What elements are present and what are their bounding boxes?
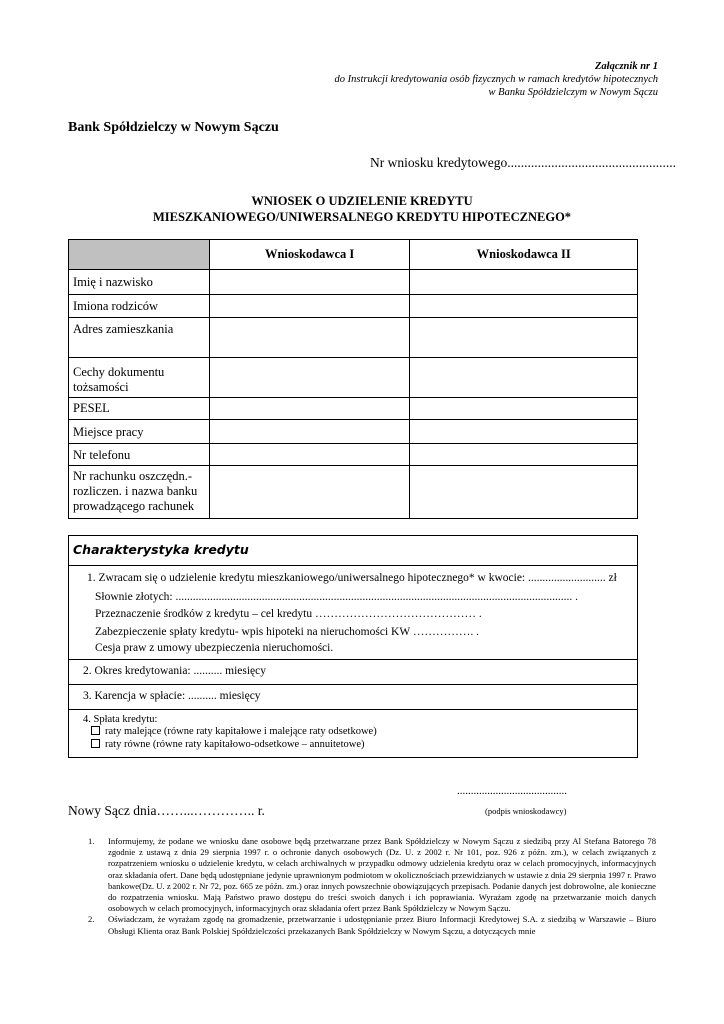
legal-note: [88, 836, 656, 914]
legal-note-text: Informujemy, że podane we wniosku dane osobowe będą przetwarzane przez Bank Spółdzielczy w Nowym Sączu z siedzibą przy Al Stefana Batorego 78 zgodnie z ustawą z dnia 29 sierpnia 1997 r. o ochronie danych osobowych (Dz. U. z 2002 r. Nr 101, poz. 926 z późn. zm.), w celach związanych z rozpatrzeniem wniosku o udzielenie kredytu, w celach archiwalnych w przypadku odmowy udzielenia kredytu oraz w celach promocyjnych, informacyjnych oraz składania ofert. Dane będą udostępniane jedynie uprawnionym podmiotom w okolicznościach przewidzianych w ustawie z dnia 29 sierpnia 1997 r. Prawo bankowe(Dz. U. z 2002 r. Nr 72, poz. 665 ze późn. zm.) oraz innych powszechnie obowiązujących przepisach. Podanie danych jest dobrowolne, ale konieczne do rozpatrzenia wniosku. Mają Państwo prawo dostępu do treści swoich danych i ich poprawiania. Wyrażam zgodę na przetwarzanie moich danych osobowych w celach promocyjnych, informacyjnych oraz składania ofert przez Bank Spółdzielczy w Nowym Sączu.: [108, 836, 656, 914]
checkbox-icon[interactable]: [91, 726, 100, 735]
table-corner-cell: [69, 240, 210, 270]
signature-line[interactable]: ........................................: [457, 785, 567, 797]
row-label-bank-account: [69, 466, 210, 519]
applicant-2-pesel-cell[interactable]: [410, 398, 638, 420]
repayment-option-equal[interactable]: [91, 739, 365, 750]
credit-characteristics-heading: [69, 536, 637, 566]
applicant-2-id-cell[interactable]: [410, 358, 638, 398]
credit-section-4: [69, 709, 637, 757]
insurance-assignment-text: Cesja praw z umowy ubezpieczenia nieruchomości.: [95, 642, 334, 654]
credit-characteristics-heading-text: Charakterystyka kredytu: [73, 542, 249, 557]
credit-section-3: [69, 684, 637, 710]
applicant-1-phone-cell[interactable]: [209, 444, 410, 466]
row-label-phone: Nr telefonu: [69, 444, 210, 466]
applicant-1-name-cell[interactable]: [209, 270, 410, 295]
applicant-1-id-cell[interactable]: [209, 358, 410, 398]
row-label-id-document: [69, 358, 210, 398]
applicant-1-workplace-cell[interactable]: [209, 420, 410, 444]
credit-section-2: [69, 659, 637, 685]
row-label-workplace: Miejsce pracy: [69, 420, 210, 444]
credit-amount-words-field[interactable]: Słownie złotych: .......................................................................................................................................... .: [95, 591, 578, 603]
row-label-bank-account-line-3: prowadzącego rachunek: [73, 499, 195, 513]
column-header-applicant-2: Wnioskodawca II: [410, 240, 638, 270]
applicant-1-parents-cell[interactable]: [209, 295, 410, 318]
annex-line-1: do Instrukcji kredytowania osób fizycznych w ramach kredytów hipotecznych: [334, 74, 658, 85]
repayment-option-equal-label: raty równe (równe raty kapitałowo-odsetkowe – annuitetowe): [105, 739, 365, 750]
annex-line-2: w Banku Spółdzielczym w Nowym Sączu: [488, 87, 658, 98]
row-label-address: Adres zamieszkania: [69, 318, 210, 358]
legal-note-text: Oświadczam, że wyrażam zgodę na gromadzenie, przetwarzanie i udostępnianie przez Biuro Informacji Kredytowej S.A. z siedzibą w Warszawie – Biuro Obsługi Klienta oraz Bank Polskiej Spółdzielczości przekazanych Bank Spółdzielczy w Nowym Sączu, a dotyczących mnie: [108, 914, 656, 936]
applicant-1-account-cell[interactable]: [209, 466, 410, 519]
row-label-pesel: PESEL: [69, 398, 210, 420]
legal-note-number: 2.: [88, 914, 95, 925]
annex-title: Załącznik nr 1: [594, 61, 658, 72]
bank-name: Bank Spółdzielczy w Nowym Sączu: [68, 120, 279, 135]
row-label-bank-account-line-1: Nr rachunku oszczędn.-: [73, 469, 193, 483]
grace-period-field[interactable]: 3. Karencja w spłacie: .......... miesięcy: [83, 690, 261, 702]
form-title-line-1: WNIOSEK O UDZIELENIE KREDYTU: [251, 194, 473, 208]
applicant-2-name-cell[interactable]: [410, 270, 638, 295]
repayment-title: 4. Spłata kredytu:: [83, 714, 158, 725]
row-label-id-document-line-1: Cechy dokumentu: [73, 365, 165, 379]
applicant-1-pesel-cell[interactable]: [209, 398, 410, 420]
form-title-line-2: MIESZKANIOWEGO/UNIWERSALNEGO KREDYTU HIPOTECZNEGO*: [152, 210, 572, 224]
row-label-parents: Imiona rodziców: [69, 295, 210, 318]
column-header-applicant-1: Wnioskodawca I: [209, 240, 410, 270]
credit-purpose-field[interactable]: Przeznaczenie środków z kredytu – cel kredytu …………………………………… .: [95, 608, 482, 620]
applicant-2-workplace-cell[interactable]: [410, 420, 638, 444]
credit-amount-field[interactable]: 1. Zwracam się o udzielenie kredytu mieszkaniowego/uniwersalnego hipotecznego* w kwocie: ........................... zł: [87, 572, 617, 584]
applicant-2-account-cell[interactable]: [410, 466, 638, 519]
signature-label: (podpis wnioskodawcy): [485, 806, 567, 816]
applicant-2-address-cell[interactable]: [410, 318, 638, 358]
place-date-field[interactable]: Nowy Sącz dnia……...………….. r.: [68, 803, 265, 818]
application-number-field[interactable]: Nr wniosku kredytowego..................................................: [370, 155, 676, 170]
legal-note: [88, 914, 656, 936]
row-label-bank-account-line-2: rozliczen. i nazwa banku: [73, 484, 198, 498]
repayment-option-decreasing-label: raty malejące (równe raty kapitałowe i malejące raty odsetkowe): [105, 726, 377, 737]
row-label-name: Imię i nazwisko: [69, 270, 210, 295]
row-label-id-document-line-2: tożsamości: [73, 380, 129, 394]
credit-characteristics-box: [68, 535, 638, 758]
credit-period-field[interactable]: 2. Okres kredytowania: .......... miesięcy: [83, 665, 266, 677]
legal-notes: [88, 836, 656, 937]
applicant-2-phone-cell[interactable]: [410, 444, 638, 466]
applicant-2-parents-cell[interactable]: [410, 295, 638, 318]
credit-collateral-field[interactable]: Zabezpieczenie spłaty kredytu- wpis hipoteki na nieruchomości KW ……………. .: [95, 626, 479, 638]
checkbox-icon[interactable]: [91, 739, 100, 748]
legal-note-number: 1.: [88, 836, 95, 846]
applicants-table: [68, 239, 638, 519]
applicant-1-address-cell[interactable]: [209, 318, 410, 358]
annex-header: [335, 60, 659, 99]
repayment-option-decreasing[interactable]: [91, 726, 377, 737]
form-title: [0, 193, 724, 225]
